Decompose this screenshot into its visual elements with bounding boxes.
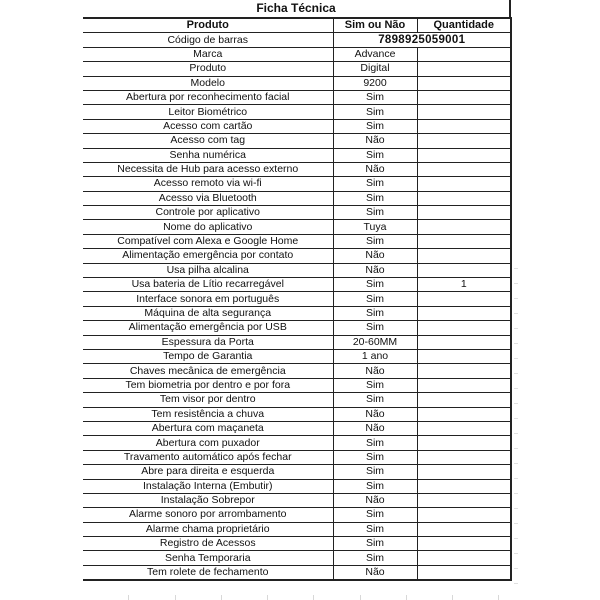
gridline-tick — [514, 373, 518, 374]
row-value[interactable]: Sim — [333, 393, 417, 407]
row-quantity[interactable] — [417, 162, 511, 176]
table-row — [83, 522, 511, 536]
row-value[interactable]: Sim — [333, 522, 417, 536]
row-label[interactable]: Tem biometria por dentro e por fora — [83, 378, 333, 392]
row-value[interactable]: Sim — [333, 105, 417, 119]
row-value[interactable]: Não — [333, 134, 417, 148]
row-label[interactable]: Chaves mecânica de emergência — [83, 364, 333, 378]
row-label[interactable]: Compatível com Alexa e Google Home — [83, 234, 333, 248]
row-value[interactable]: Sim — [333, 537, 417, 551]
table-row — [83, 450, 511, 464]
row-value[interactable]: Sim — [333, 508, 417, 522]
row-quantity[interactable] — [417, 349, 511, 363]
row-value[interactable]: Não — [333, 565, 417, 580]
row-value[interactable]: Não — [333, 263, 417, 277]
row-quantity[interactable] — [417, 407, 511, 421]
row-value[interactable]: Sim — [333, 278, 417, 292]
row-quantity[interactable] — [417, 565, 511, 580]
table-row — [83, 436, 511, 450]
table-row — [83, 565, 511, 580]
row-label[interactable]: Registro de Acessos — [83, 537, 333, 551]
row-label[interactable]: Necessita de Hub para acesso externo — [83, 162, 333, 176]
row-quantity[interactable] — [417, 148, 511, 162]
row-label[interactable]: Abre para direita e esquerda — [83, 465, 333, 479]
row-quantity[interactable] — [417, 551, 511, 565]
row-label[interactable]: Espessura da Porta — [83, 335, 333, 349]
row-value[interactable]: 20-60MM — [333, 335, 417, 349]
row-label[interactable]: Abertura com puxador — [83, 436, 333, 450]
gridline-tick — [221, 595, 222, 600]
table-row — [83, 537, 511, 551]
gridline-tick — [313, 595, 314, 600]
table-row — [83, 206, 511, 220]
table-row — [83, 249, 511, 263]
table-row — [83, 62, 511, 76]
row-value[interactable]: Sim — [333, 177, 417, 191]
gridline-tick — [498, 595, 499, 600]
table-row — [83, 306, 511, 320]
table-row — [83, 465, 511, 479]
row-value[interactable]: Sim — [333, 292, 417, 306]
row-label[interactable]: Senha Temporaria — [83, 551, 333, 565]
table-row — [83, 378, 511, 392]
table-row — [83, 191, 511, 205]
table-row — [83, 292, 511, 306]
gridline-tick — [514, 358, 518, 359]
sheet-title: Ficha Técnica — [83, 0, 511, 17]
gridline-tick — [514, 523, 518, 524]
row-value[interactable]: Não — [333, 249, 417, 263]
row-label[interactable]: Tem resistência a chuva — [83, 407, 333, 421]
row-value[interactable]: Sim — [333, 465, 417, 479]
table-row — [83, 508, 511, 522]
row-quantity[interactable] — [417, 450, 511, 464]
row-quantity[interactable]: 1 — [417, 278, 511, 292]
row-quantity[interactable] — [417, 90, 511, 104]
row-label[interactable]: Modelo — [83, 76, 333, 90]
gridline-tick — [514, 553, 518, 554]
row-value[interactable]: Sim — [333, 148, 417, 162]
header-produto: Produto — [83, 18, 333, 33]
table-row — [83, 220, 511, 234]
table-row — [83, 134, 511, 148]
gridline-tick — [360, 595, 361, 600]
row-label[interactable]: Acesso com tag — [83, 134, 333, 148]
row-value[interactable]: 9200 — [333, 76, 417, 90]
row-value[interactable]: Advance — [333, 47, 417, 61]
row-value[interactable]: Não — [333, 364, 417, 378]
row-quantity[interactable] — [417, 47, 511, 61]
row-quantity[interactable] — [417, 206, 511, 220]
row-value[interactable]: Sim — [333, 551, 417, 565]
table-row — [83, 479, 511, 493]
row-quantity[interactable] — [417, 321, 511, 335]
row-quantity[interactable] — [417, 393, 511, 407]
row-quantity[interactable] — [417, 537, 511, 551]
barcode-row — [83, 33, 511, 47]
table-row — [83, 321, 511, 335]
row-quantity[interactable] — [417, 508, 511, 522]
row-label[interactable]: Alarme chama proprietário — [83, 522, 333, 536]
row-quantity[interactable] — [417, 292, 511, 306]
gridline-tick — [514, 283, 518, 284]
row-label[interactable]: Abertura com maçaneta — [83, 421, 333, 435]
row-label[interactable]: Alimentação emergência por contato — [83, 249, 333, 263]
row-quantity[interactable] — [417, 134, 511, 148]
table-row — [83, 364, 511, 378]
row-label[interactable]: Usa bateria de Lítio recarregável — [83, 278, 333, 292]
row-value[interactable]: Não — [333, 421, 417, 435]
table-row — [83, 177, 511, 191]
row-value[interactable]: Sim — [333, 191, 417, 205]
gridline-tick — [514, 568, 518, 569]
gridline-tick — [514, 328, 518, 329]
table-row — [83, 119, 511, 133]
gridline-tick — [514, 583, 518, 584]
row-label[interactable]: Alimentação emergência por USB — [83, 321, 333, 335]
row-value[interactable]: Sim — [333, 479, 417, 493]
row-label[interactable]: Instalação Interna (Embutir) — [83, 479, 333, 493]
row-value[interactable]: Sim — [333, 378, 417, 392]
row-quantity[interactable] — [417, 306, 511, 320]
table-row — [83, 76, 511, 90]
table-row — [83, 105, 511, 119]
gridline-tick — [452, 595, 453, 600]
gridline-tick — [514, 478, 518, 479]
row-label[interactable]: Travamento automático após fechar — [83, 450, 333, 464]
gridline-tick — [514, 313, 518, 314]
row-label[interactable]: Tempo de Garantia — [83, 349, 333, 363]
table-row — [83, 234, 511, 248]
row-label[interactable]: Tem rolete de fechamento — [83, 565, 333, 580]
gridline-tick — [514, 448, 518, 449]
gridline-tick — [514, 388, 518, 389]
row-quantity[interactable] — [417, 249, 511, 263]
row-label[interactable]: Máquina de alta segurança — [83, 306, 333, 320]
table-row — [83, 393, 511, 407]
row-value[interactable]: Sim — [333, 119, 417, 133]
row-label[interactable]: Produto — [83, 62, 333, 76]
barcode-value[interactable]: 7898925059001 — [333, 33, 511, 47]
row-quantity[interactable] — [417, 105, 511, 119]
gridline-tick — [514, 463, 518, 464]
row-label[interactable]: Instalação Sobrepor — [83, 493, 333, 507]
table-row — [83, 335, 511, 349]
row-quantity[interactable] — [417, 479, 511, 493]
barcode-label[interactable]: Código de barras — [83, 33, 333, 47]
table-row — [83, 421, 511, 435]
gridline-tick — [128, 595, 129, 600]
table-row — [83, 493, 511, 507]
row-label[interactable]: Acesso remoto via wi-fi — [83, 177, 333, 191]
row-label[interactable]: Senha numérica — [83, 148, 333, 162]
row-value[interactable]: Digital — [333, 62, 417, 76]
row-label[interactable]: Usa pilha alcalina — [83, 263, 333, 277]
row-quantity[interactable] — [417, 493, 511, 507]
header-quantidade: Quantidade — [417, 18, 511, 33]
table-row — [83, 349, 511, 363]
table-row — [83, 148, 511, 162]
table-row — [83, 47, 511, 61]
table-row — [83, 551, 511, 565]
row-quantity[interactable] — [417, 364, 511, 378]
row-value[interactable]: Sim — [333, 206, 417, 220]
row-quantity[interactable] — [417, 522, 511, 536]
row-quantity[interactable] — [417, 378, 511, 392]
row-value[interactable]: 1 ano — [333, 349, 417, 363]
row-quantity[interactable] — [417, 191, 511, 205]
gridline-tick — [514, 298, 518, 299]
gridline-tick — [514, 343, 518, 344]
row-quantity[interactable] — [417, 220, 511, 234]
row-value[interactable]: Não — [333, 407, 417, 421]
row-label[interactable]: Tem visor por dentro — [83, 393, 333, 407]
gridline-tick — [175, 595, 176, 600]
row-value[interactable]: Sim — [333, 234, 417, 248]
row-value[interactable]: Sim — [333, 306, 417, 320]
table-row — [83, 278, 511, 292]
gridline-tick — [514, 508, 518, 509]
row-quantity[interactable] — [417, 76, 511, 90]
row-label[interactable]: Acesso via Bluetooth — [83, 191, 333, 205]
gridline-tick — [514, 403, 518, 404]
row-quantity[interactable] — [417, 62, 511, 76]
row-label[interactable]: Controle por aplicativo — [83, 206, 333, 220]
row-label[interactable]: Interface sonora em português — [83, 292, 333, 306]
header-sim-ou-nao: Sim ou Não — [333, 18, 417, 33]
gridline-tick — [514, 493, 518, 494]
spec-table — [83, 17, 512, 581]
row-label[interactable]: Acesso com cartão — [83, 119, 333, 133]
row-quantity[interactable] — [417, 177, 511, 191]
table-row — [83, 90, 511, 104]
gridline-tick — [514, 268, 518, 269]
row-value[interactable]: Não — [333, 493, 417, 507]
row-value[interactable]: Tuya — [333, 220, 417, 234]
row-quantity[interactable] — [417, 335, 511, 349]
row-value[interactable]: Sim — [333, 321, 417, 335]
row-label[interactable]: Marca — [83, 47, 333, 61]
row-value[interactable]: Não — [333, 162, 417, 176]
row-label[interactable]: Abertura por reconhecimento facial — [83, 90, 333, 104]
row-quantity[interactable] — [417, 119, 511, 133]
row-value[interactable]: Sim — [333, 450, 417, 464]
gridline-tick — [267, 595, 268, 600]
table-row — [83, 263, 511, 277]
row-quantity[interactable] — [417, 421, 511, 435]
row-quantity[interactable] — [417, 436, 511, 450]
row-label[interactable]: Nome do aplicativo — [83, 220, 333, 234]
row-quantity[interactable] — [417, 234, 511, 248]
row-quantity[interactable] — [417, 465, 511, 479]
header-row — [83, 18, 511, 33]
gridline-tick — [514, 433, 518, 434]
gridline-tick — [514, 538, 518, 539]
row-quantity[interactable] — [417, 263, 511, 277]
table-row — [83, 407, 511, 421]
row-value[interactable]: Sim — [333, 90, 417, 104]
gridline-tick — [514, 418, 518, 419]
row-label[interactable]: Alarme sonoro por arrombamento — [83, 508, 333, 522]
gridline-tick — [406, 595, 407, 600]
row-label[interactable]: Leitor Biométrico — [83, 105, 333, 119]
row-value[interactable]: Sim — [333, 436, 417, 450]
table-row — [83, 162, 511, 176]
